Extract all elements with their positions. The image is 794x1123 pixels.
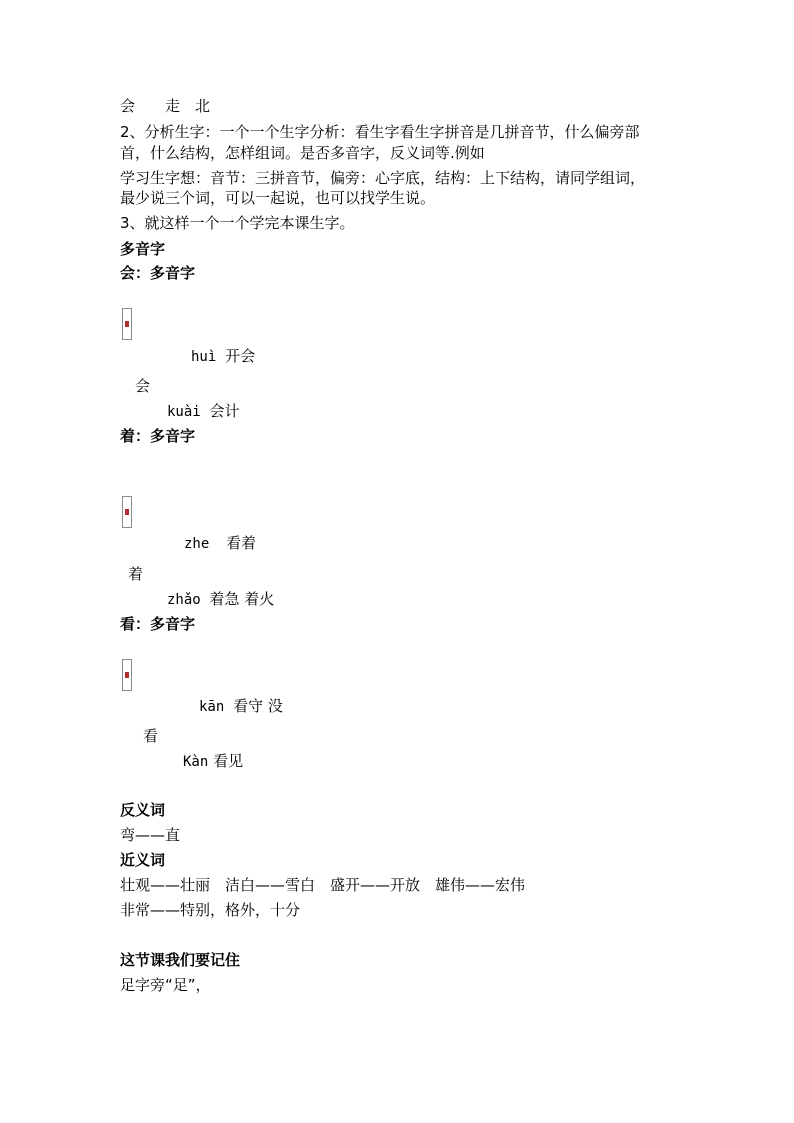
heading-synonym: 近义词 <box>120 851 166 869</box>
synonym-line-1: 壮观——壮丽 洁白——雪白 盛开——开放 雄伟——宏伟 <box>120 876 526 894</box>
synonym-line-2: 非常——特别，格外，十分 <box>120 901 301 919</box>
analysis-line-2: 首，什么结构，怎样组词。是否多音字，反义词等.例如 <box>120 144 485 162</box>
kan-word-2: 看见 <box>213 752 244 770</box>
zhe-word-2: 着急 着火 <box>209 590 275 608</box>
antonym-pair: 弯——直 <box>120 826 181 844</box>
bracket-image-icon <box>122 308 132 340</box>
zhe-reading-2 <box>167 589 274 610</box>
hui-pinyin-2: kuài <box>167 404 201 420</box>
heading-remember: 这节课我们要记住 <box>120 951 241 969</box>
zhe-word-1: 看着 <box>226 534 257 552</box>
hui-word-2: 会计 <box>209 402 240 420</box>
hui-word-1: 开会 <box>225 347 256 365</box>
analysis-line-1: 2、分析生字：一个一个生字分析：看生字看生字拼音是几拼音节，什么偏旁部 <box>120 123 640 141</box>
heading-multi-reading: 多音字 <box>120 240 166 258</box>
kan-char: 看 <box>143 727 159 745</box>
hui-pinyin-1: huì <box>191 349 217 365</box>
bracket-image-icon <box>122 659 132 691</box>
hui-reading-1 <box>191 346 255 367</box>
zhe-pinyin-2: zhǎo <box>167 592 201 608</box>
kan-pinyin-1: kān <box>199 699 225 715</box>
finish-line: 3、就这样一个一个学完本课生字。 <box>120 214 355 232</box>
kan-reading-2 <box>183 751 243 772</box>
kan-word-1: 看守 没 <box>233 697 283 715</box>
remember-line: 足字旁“足”， <box>120 976 211 994</box>
zhe-pinyin-1: zhe <box>184 536 210 552</box>
zhe-reading-1 <box>184 533 256 554</box>
zhe-char: 着 <box>128 565 144 583</box>
heading-kan: 看：多音字 <box>120 615 196 633</box>
bracket-image-icon <box>122 496 132 528</box>
kan-pinyin-2: Kàn <box>183 754 209 770</box>
heading-zhe: 着：多音字 <box>120 427 196 445</box>
kan-reading-1 <box>199 696 283 717</box>
heading-hui: 会：多音字 <box>120 264 196 282</box>
chars-line: 会 走 北 <box>120 97 211 115</box>
hui-reading-2 <box>167 401 240 422</box>
hui-char: 会 <box>135 377 151 395</box>
study-line-1: 学习生字想：音节：三拼音节，偏旁：心字底，结构：上下结构，请同学组词， <box>120 169 646 187</box>
heading-antonym: 反义词 <box>120 801 166 819</box>
study-line-2: 最少说三个词，可以一起说，也可以找学生说。 <box>120 189 436 207</box>
